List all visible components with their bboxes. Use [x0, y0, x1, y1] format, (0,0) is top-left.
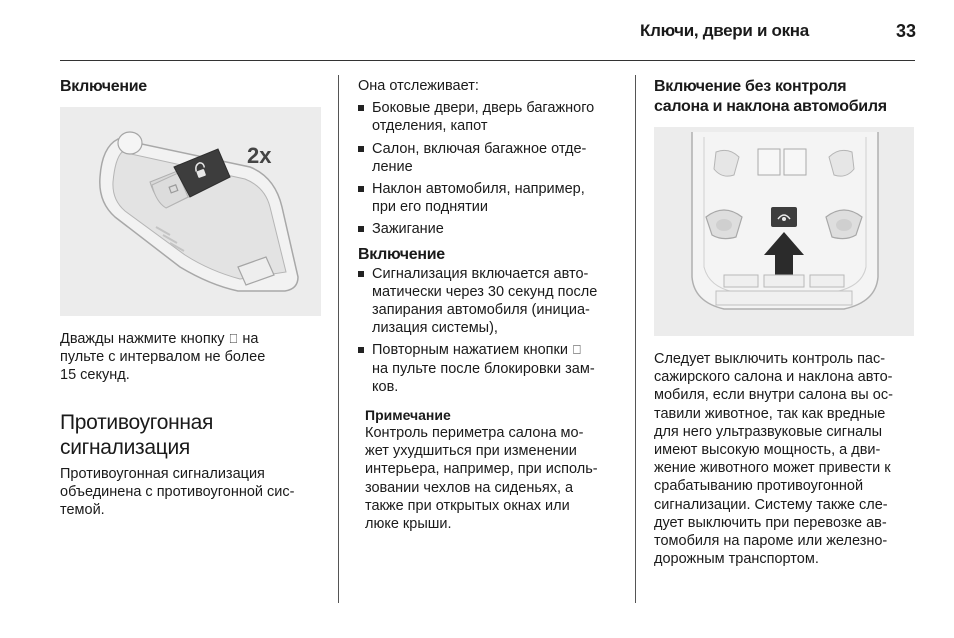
list-item: Зажигание: [358, 220, 623, 238]
section-title-anti-theft-alarm: Противоугонная сигнализация: [60, 410, 214, 459]
column-divider-2: [635, 75, 636, 603]
page-number: 33: [895, 21, 916, 41]
monitored-items-list: [358, 99, 623, 238]
key-fob-figure: [60, 107, 321, 316]
heading-activation: Включение: [60, 78, 147, 95]
list-item: Боковые двери, дверь багажного отделения, капот: [358, 99, 623, 135]
column-divider-1: [338, 75, 339, 603]
padlock-icon: ⎕: [229, 331, 238, 346]
column-3: [654, 77, 924, 117]
note-body: Контроль периметра салона мо- жет ухудшиться при изменении интерьера, например, при исполь- зовании чехлов на сиденьях, а также при открытых окнах или люке крыши.: [365, 425, 598, 533]
list-item: Сигнализация включается авто- матически через 30 секунд после запирания автомобиля (инициа- лизация системы),: [358, 265, 623, 338]
double-press-instruction: Дважды нажмите кнопку ⎕ на пульте с интервалом не более 15 секунд.: [60, 331, 266, 384]
key-fob-illustration: [60, 107, 321, 316]
press-count-label: 2x: [247, 143, 272, 168]
column-2: [358, 77, 623, 533]
activation-list: [358, 265, 623, 396]
heading-activation-2: Включение: [358, 245, 445, 263]
list-item: Салон, включая багажное отде- ление: [358, 140, 623, 176]
header-divider: [60, 60, 915, 61]
monitors-intro: Она отслеживает:: [358, 78, 479, 94]
overhead-console-figure: [654, 127, 914, 336]
heading-activation-without-monitoring: Включение без контроля салона и наклона автомобиля: [654, 78, 887, 115]
padlock-icon: ⎕: [572, 342, 581, 358]
column-1-text: [60, 330, 330, 519]
note-title: Примечание: [365, 407, 451, 424]
disable-monitoring-description: Следует выключить контроль пас- сажирского салона и наклона авто- мобиля, если внутри салона вы ос- тавили животное, так как вредные для него ультразвуковые сигналы имеют высокую мощность, а дви- жение животного может привести к срабатыванию противоугонной сигнализации. Систему также сле- дует выключить при перевозке ав- томобиля на пароме или железно- дорожным транспортом.: [654, 351, 893, 568]
anti-theft-description: Противоугонная сигнализация объединена с противоугонной сис- темой.: [60, 465, 295, 519]
list-item: Наклон автомобиля, например, при его поднятии: [358, 180, 623, 216]
list-item: Повторным нажатием кнопки ⎕ на пульте после блокировки зам- ков.: [358, 341, 623, 396]
overhead-console-illustration: [654, 127, 914, 336]
note-block: [358, 406, 623, 533]
column-1: [60, 77, 330, 97]
page-header-title: Ключи, двери и окна: [640, 21, 809, 40]
column-3-text: [654, 350, 924, 568]
